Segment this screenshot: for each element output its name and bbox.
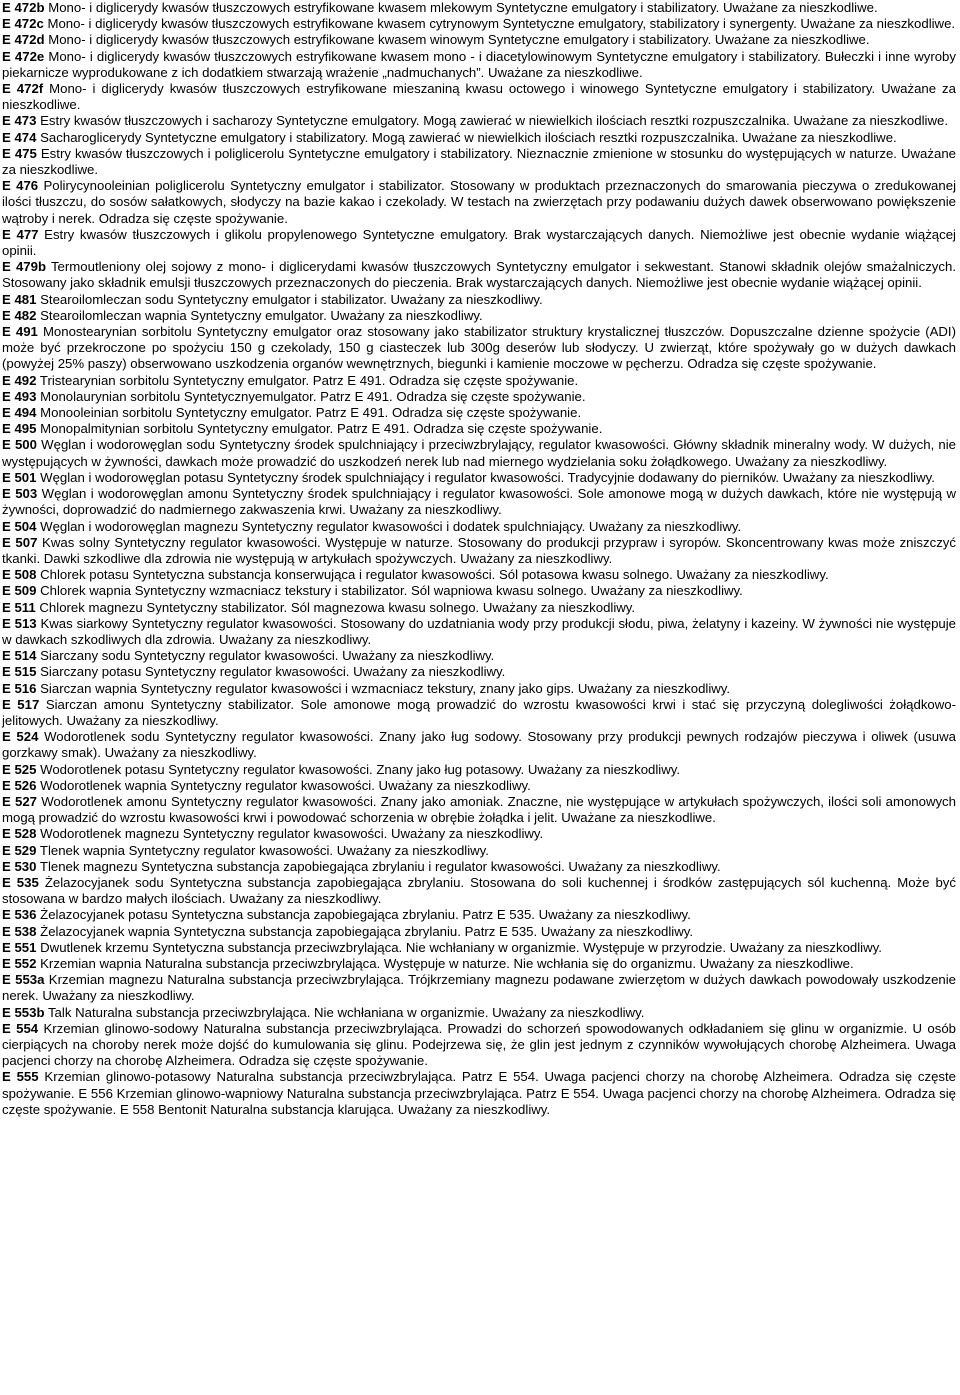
additive-entry [2, 859, 956, 875]
additive-entry [2, 681, 956, 697]
additive-entry [2, 486, 956, 518]
additive-description: Termoutleniony olej sojowy z mono- i diglicerydami kwasów tłuszczowych Syntetyczny emulgator i sekwestant. Stanowi składnik olejów smażalniczych. Stosowany jako składnik emulsji tłuszczowych przeznaczonych do pieczenia. Brak wystarczających danych. Niemożliwe jest obecnie wydanie wiążącej opinii. [2, 259, 956, 291]
additive-code: E 493 [2, 388, 37, 404]
additive-description: Krzemian glinowo-sodowy Naturalna substancja przeciwzbrylająca. Prowadzi do schorzeń spowodowanych odkładaniem się glinu w organizmie. U osób cierpiących na choroby nerek może dojść do kumulowania się glinu. Podejrzewa się, że glin jest jednym z czynników wywołujących chorobę Alzheimera. Uwaga pacjenci chorzy na chorobę Alzheimera. Odradza się częste spożywanie. [2, 1020, 956, 1069]
additive-code: E 530 [2, 858, 37, 874]
additive-entry [2, 49, 956, 81]
additive-entry [2, 1005, 956, 1021]
additive-description: Kwas siarkowy Syntetyczny regulator kwasowości. Stosowany do uzdatniania wody przy produkcji słodu, piwa, żelatyny i kazeiny. W żywności nie występuje w dawkach szkodliwych dla zdrowia. Uważany za nieszkodliwy. [2, 615, 957, 647]
additive-description: Węglan i wodorowęglan potasu Syntetyczny środek spulchniający i regulator kwasowości. Tradycyjnie dodawany do pierników. Uważany za nieszkodliwy. [40, 469, 935, 485]
additive-description: Chlorek wapnia Syntetyczny wzmacniacz tekstury i stabilizator. Sól wapniowa kwasu solnego. Uważany za nieszkodliwy. [40, 583, 743, 599]
additive-description: Tlenek magnezu Syntetyczna substancja zapobiegająca zbrylaniu i regulator kwasowości. Uważany za nieszkodliwy. [39, 858, 721, 874]
additive-code: E 509 [2, 583, 37, 599]
additive-code: E 481 [2, 291, 37, 307]
additive-entry [2, 535, 956, 567]
additive-description: Żelazocyjanek sodu Syntetyczna substancja zapobiegająca zbrylaniu. Stosowana do soli kuchennej i środków zastępujących sól kuchenną. Może być stosowana w bardzo małych ilościach. Uważany za nieszkodliwy. [2, 874, 956, 907]
additive-description: Krzemian magnezu Naturalna substancja przeciwzbrylająca. Trójkrzemiany magnezu podawane zwierzętom w dużych dawkach powodowały uszkodzenie nerek. Uważany za nieszkodliwy. [2, 972, 956, 1004]
additive-entry [2, 826, 956, 842]
additive-code: E 472d [2, 32, 45, 48]
additive-entry [2, 32, 956, 48]
additive-description: Monopalmitynian sorbitolu Syntetyczny emulgator. Patrz E 491. Odradza się częste spożywanie. [40, 421, 603, 437]
additive-code: E 529 [2, 842, 37, 858]
additive-description: Siarczany sodu Syntetyczny regulator kwasowości. Uważany za nieszkodliwy. [40, 648, 495, 664]
additive-code: E 492 [2, 372, 37, 388]
additive-code: E 495 [2, 421, 37, 437]
additive-description: Chlorek potasu Syntetyczna substancja konserwująca i regulator kwasowości. Sól potasowa kwasu solnego. Uważany za nieszkodliwy. [40, 567, 829, 583]
additive-entry [2, 389, 956, 405]
additive-description: Kwas solny Syntetyczny regulator kwasowości. Występuje w naturze. Stosowany do produkcji przypraw i syropów. Skoncentrowany kwas może zniszczyć tkanki. Dawki szkodliwe dla zdrowia nie występują w artykułach spożywczych. Uważany za nieszkodliwy. [2, 534, 956, 566]
additive-entry [2, 567, 956, 583]
additive-code: E 472f [2, 81, 44, 97]
additive-entry [2, 924, 956, 940]
additive-description: Krzemian wapnia Naturalna substancja przeciwzbrylająca. Występuje w naturze. Nie wchłania się do organizmu. Uważany za nieszkodliwe. [40, 955, 854, 971]
additive-entry [2, 729, 956, 761]
additive-description: Siarczany potasu Syntetyczny regulator kwasowości. Uważany za nieszkodliwy. [40, 664, 506, 680]
additive-entry [2, 843, 956, 859]
additive-description: Wodorotlenek magnezu Syntetyczny regulator kwasowości. Uważany za nieszkodliwy. [40, 826, 544, 842]
additive-code: E 551 [2, 939, 37, 955]
additive-entry [2, 583, 956, 599]
additive-code: E 500 [2, 437, 37, 453]
additive-code: E 526 [2, 777, 37, 793]
additive-description: Węglan i wodorowęglan sodu Syntetyczny środek spulchniający i przeciwzbrylający, regulator kwasowości. Główny składnik mineralny wody. W dużych, nie występujących w żywności, dawkach może prowadzić do uszkodzeń nerek lub nad miernego wydzielania soku żołądkowego. Uważany za nieszkodliwy. [2, 437, 957, 469]
additive-entry [2, 292, 956, 308]
additive-code: E 524 [2, 729, 39, 745]
additive-code: E 525 [2, 761, 37, 777]
additive-description: Siarczan wapnia Syntetyczny regulator kwasowości i wzmacniacz tekstury, znany jako gips. Uważany za nieszkodliwy. [40, 680, 731, 696]
additive-entry [2, 308, 956, 324]
additive-description: Monooleinian sorbitolu Syntetyczny emulgator. Patrz E 491. Odradza się częste spożywanie. [40, 405, 582, 421]
additive-code: E 535 [2, 874, 39, 890]
additive-entry [2, 0, 956, 16]
additive-description: Żelazocyjanek potasu Syntetyczna substancja zapobiegająca zbrylaniu. Patrz E 535. Uważany za nieszkodliwy. [40, 907, 691, 923]
additive-description: Sacharoglicerydy Syntetyczne emulgatory i stabilizatory. Mogą zawierać w niewielkich ilościach resztki rozpuszczalnika. Uważane za nieszkodliwe. [40, 129, 897, 145]
additive-description: Estry kwasów tłuszczowych i sacharozy Syntetyczne emulgatory. Mogą zawierać w niewielkich ilościach resztki rozpuszczalnika. Uważane za nieszkodliwe. [40, 113, 948, 129]
additive-description: Wodorotlenek sodu Syntetyczny regulator kwasowości. Znany jako ług sodowy. Stosowany przy produkcji pewnych rodzajów pieczywa i oliwek (usuwa gorzkawy smak). Uważany za nieszkodliwy. [2, 729, 956, 761]
additive-description: Tlenek wapnia Syntetyczny regulator kwasowości. Uważany za nieszkodliwy. [39, 842, 489, 858]
additive-code: E 553b [2, 1004, 45, 1020]
additive-description: Wodorotlenek potasu Syntetyczny regulator kwasowości. Znany jako ług potasowy. Uważany za nieszkodliwy. [40, 761, 681, 777]
additive-description: Siarczan amonu Syntetyczny stabilizator. Sole amonowe mogą prowadzić do wzrostu kwasowości krwi i stać się przyczyną dolegliwości żołądkowo-jelitowych. Uważany za nieszkodliwy. [2, 696, 957, 728]
additive-code: E 473 [2, 113, 37, 129]
additive-entry [2, 259, 956, 291]
additive-entry [2, 437, 956, 469]
additive-code: E 503 [2, 486, 38, 502]
additive-entry [2, 600, 956, 616]
additive-code: E 508 [2, 567, 37, 583]
additive-description: Węglan i wodorowęglan amonu Syntetyczny środek spulchniający i regulator kwasowości. Sole amonowe mogą w dużych dawkach, które nie występują w żywności, doprowadzić do nadmiernego zakwaszenia krwi. Uważany za nieszkodliwy. [2, 486, 956, 518]
additive-code: E 516 [2, 680, 37, 696]
additive-description: Żelazocyjanek wapnia Syntetyczna substancja zapobiegająca zbrylaniu. Patrz E 535. Uważany za nieszkodliwy. [40, 923, 694, 939]
additive-entry [2, 113, 956, 129]
additive-entry [2, 664, 956, 680]
additive-entry [2, 794, 956, 826]
additive-entry [2, 146, 956, 178]
additive-entry [2, 130, 956, 146]
additive-description: Mono- i diglicerydy kwasów tłuszczowych estryfikowane kwasem mono - i diacetylowinowym Syntetyczne emulgatory i stabilizatory. Bułeczki i inne wyroby piekarnicze wyprodukowane z ich dodatkiem stwarzają wrażenie „nadmuchanych”. Uważane za nieszkodliwe. [2, 48, 956, 80]
additive-entry [2, 956, 956, 972]
additive-entry [2, 178, 956, 227]
additive-code: E 514 [2, 648, 37, 664]
additive-code: E 515 [2, 664, 37, 680]
additive-code: E 475 [2, 145, 37, 161]
additive-code: E 538 [2, 923, 37, 939]
additive-code: E 494 [2, 405, 37, 421]
additive-code: E 528 [2, 826, 37, 842]
additive-code: E 552 [2, 955, 37, 971]
additive-description: Mono- i diglicerydy kwasów tłuszczowych estryfikowane kwasem mlekowym Syntetyczne emulgatory i stabilizatory. Uważane za nieszkodliwe. [48, 0, 878, 15]
additive-entry [2, 697, 956, 729]
additive-code: E 477 [2, 226, 39, 242]
additive-code: E 553a [2, 972, 45, 988]
additive-code: E 507 [2, 534, 38, 550]
additive-description: Mono- i diglicerydy kwasów tłuszczowych estryfikowane kwasem winowym Syntetyczne emulgatory i stabilizatory. Uważane za nieszkodliwe. [48, 32, 870, 48]
additive-code: E 479b [2, 259, 47, 275]
additive-code: E 511 [2, 599, 36, 615]
additive-description: Wodorotlenek amonu Syntetyczny regulator kwasowości. Znany jako amoniak. Znaczne, nie występujące w artykułach spożywczych, ilości soli amonowych mogą prowadzić do wzrostu kwasowości krwi i powodować schorzenia w obrębie żołądka i jelit. Uważane za nieszkodliwe. [2, 793, 956, 826]
additive-description: Dwutlenek krzemu Syntetyczna substancja przeciwzbrylająca. Nie wchłaniany w organizmie. Występuje w przyrodzie. Uważany za nieszkodliwy. [40, 939, 882, 955]
additive-code: E 554 [2, 1020, 39, 1036]
additive-code: E 472e [2, 48, 45, 64]
additive-description: Mono- i diglicerydy kwasów tłuszczowych estryfikowane kwasem cytrynowym Syntetyczne emulgatory, stabilizatory i synergenty. Uważane za nieszkodliwe. [47, 16, 956, 32]
additive-description: Mono- i diglicerydy kwasów tłuszczowych estryfikowane mieszaniną kwasu octowego i winowego Syntetyczne emulgatory i stabilizatory. Uważane za nieszkodliwe. [2, 81, 956, 113]
additive-entry [2, 16, 956, 32]
additive-description: Węglan i wodorowęglan magnezu Syntetyczny regulator kwasowości i dodatek spulchniający. Uważany za nieszkodliwy. [40, 518, 742, 534]
additive-description: Talk Naturalna substancja przeciwzbrylająca. Nie wchłaniana w organizmie. Uważany za nieszkodliwy. [47, 1004, 645, 1020]
additive-description: Tristearynian sorbitolu Syntetyczny emulgator. Patrz E 491. Odradza się częste spożywanie. [39, 372, 579, 388]
additive-code: E 491 [2, 324, 38, 340]
additive-description: Estry kwasów tłuszczowych i poliglicerolu Syntetyczne emulgatory i stabilizatory. Nieznacznie zmienione w stosunku do występujących w naturze. Uważane za nieszkodliwe. [2, 145, 956, 178]
additive-code: E 501 [2, 469, 37, 485]
additive-description: Stearoilomleczan sodu Syntetyczny emulgator i stabilizator. Uważany za nieszkodliwy. [40, 291, 543, 307]
additive-code: E 517 [2, 696, 40, 712]
additive-entry [2, 940, 956, 956]
additive-code: E 513 [2, 615, 37, 631]
additive-entry [2, 1069, 956, 1118]
additive-entry [2, 762, 956, 778]
additive-entry [2, 1021, 956, 1070]
additive-entry [2, 907, 956, 923]
additive-code: E 476 [2, 178, 39, 194]
additive-description: Wodorotlenek wapnia Syntetyczny regulator kwasowości. Uważany za nieszkodliwy. [40, 777, 531, 793]
additive-code: E 482 [2, 307, 37, 323]
additive-entry [2, 324, 956, 373]
additive-code: E 472b [2, 0, 45, 15]
additive-code: E 504 [2, 518, 37, 534]
additive-entry [2, 519, 956, 535]
additive-entry [2, 227, 956, 259]
additive-code: E 474 [2, 129, 37, 145]
additive-entry [2, 616, 956, 648]
additive-entry [2, 972, 956, 1004]
additive-code: E 527 [2, 793, 37, 809]
additive-code: E 536 [2, 907, 37, 923]
additive-description: Chlorek magnezu Syntetyczny stabilizator. Sól magnezowa kwasu solnego. Uważany za nieszkodliwy. [39, 599, 636, 615]
additive-description: Estry kwasów tłuszczowych i glikolu propylenowego Syntetyczne emulgatory. Brak wystarczających danych. Niemożliwe jest obecnie wydanie wiążącej opinii. [2, 226, 956, 259]
additive-description: Krzemian glinowo-potasowy Naturalna substancja przeciwzbrylająca. Patrz E 554. Uwaga pacjenci chorzy na chorobę Alzheimera. Odradza się częste spożywanie. E 556 Krzemian glinowo-wapniowy Naturalna substancja przeciwzbrylająca. Patrz E 554. Uwaga pacjenci chorzy na chorobę Alzheimera. Odradza się częste spożywanie. E 558 Bentonit Naturalna substancja klarująca. Uważany za nieszkodliwy. [2, 1069, 957, 1117]
additive-description: Polirycynooleinian poliglicerolu Syntetyczny emulgator i stabilizator. Stosowany w produktach przeznaczonych do smarowania pieczywa o zredukowanej ilości tłuszczu, do sosów sałatkowych, słodyczy na bazie kakao i czekolady. W testach na zwierzętach przy podawaniu dużych dawek obserwowano powiększenie wątroby i nerek. Odradza się częste spożywanie. [2, 178, 956, 226]
additive-entry [2, 81, 956, 113]
additive-description: Monolaurynian sorbitolu Syntetycznyemulgator. Patrz E 491. Odradza się częste spożywanie. [40, 388, 586, 404]
additive-description: Monostearynian sorbitolu Syntetyczny emulgator oraz stosowany jako stabilizator struktury krystalicznej tłuszczów. Dopuszczalne dzienne spożycie (ADI) może być przekroczone po spożyciu 150 g czekolady, 150 g ciasteczek lub 300g deserów lub słodyczy. U zwierząt, które spożywały go w dużych dawkach (powyżej 25% paszy) obserwowano uszkodzenia organów wewnętrznych, biegunki i kamienie moczowe w pęcherzu. Odradza się częste spożywanie. [2, 324, 956, 372]
additive-code: E 555 [2, 1069, 39, 1085]
additive-entry [2, 470, 956, 486]
additive-entry [2, 648, 956, 664]
additive-entry [2, 373, 956, 389]
additive-code: E 472c [2, 16, 44, 32]
additive-description: Stearoilomleczan wapnia Syntetyczny emulgator. Uważany za nieszkodliwy. [40, 307, 483, 323]
additive-entry [2, 875, 956, 907]
additive-entry [2, 421, 956, 437]
additive-entry [2, 405, 956, 421]
additive-entry [2, 778, 956, 794]
